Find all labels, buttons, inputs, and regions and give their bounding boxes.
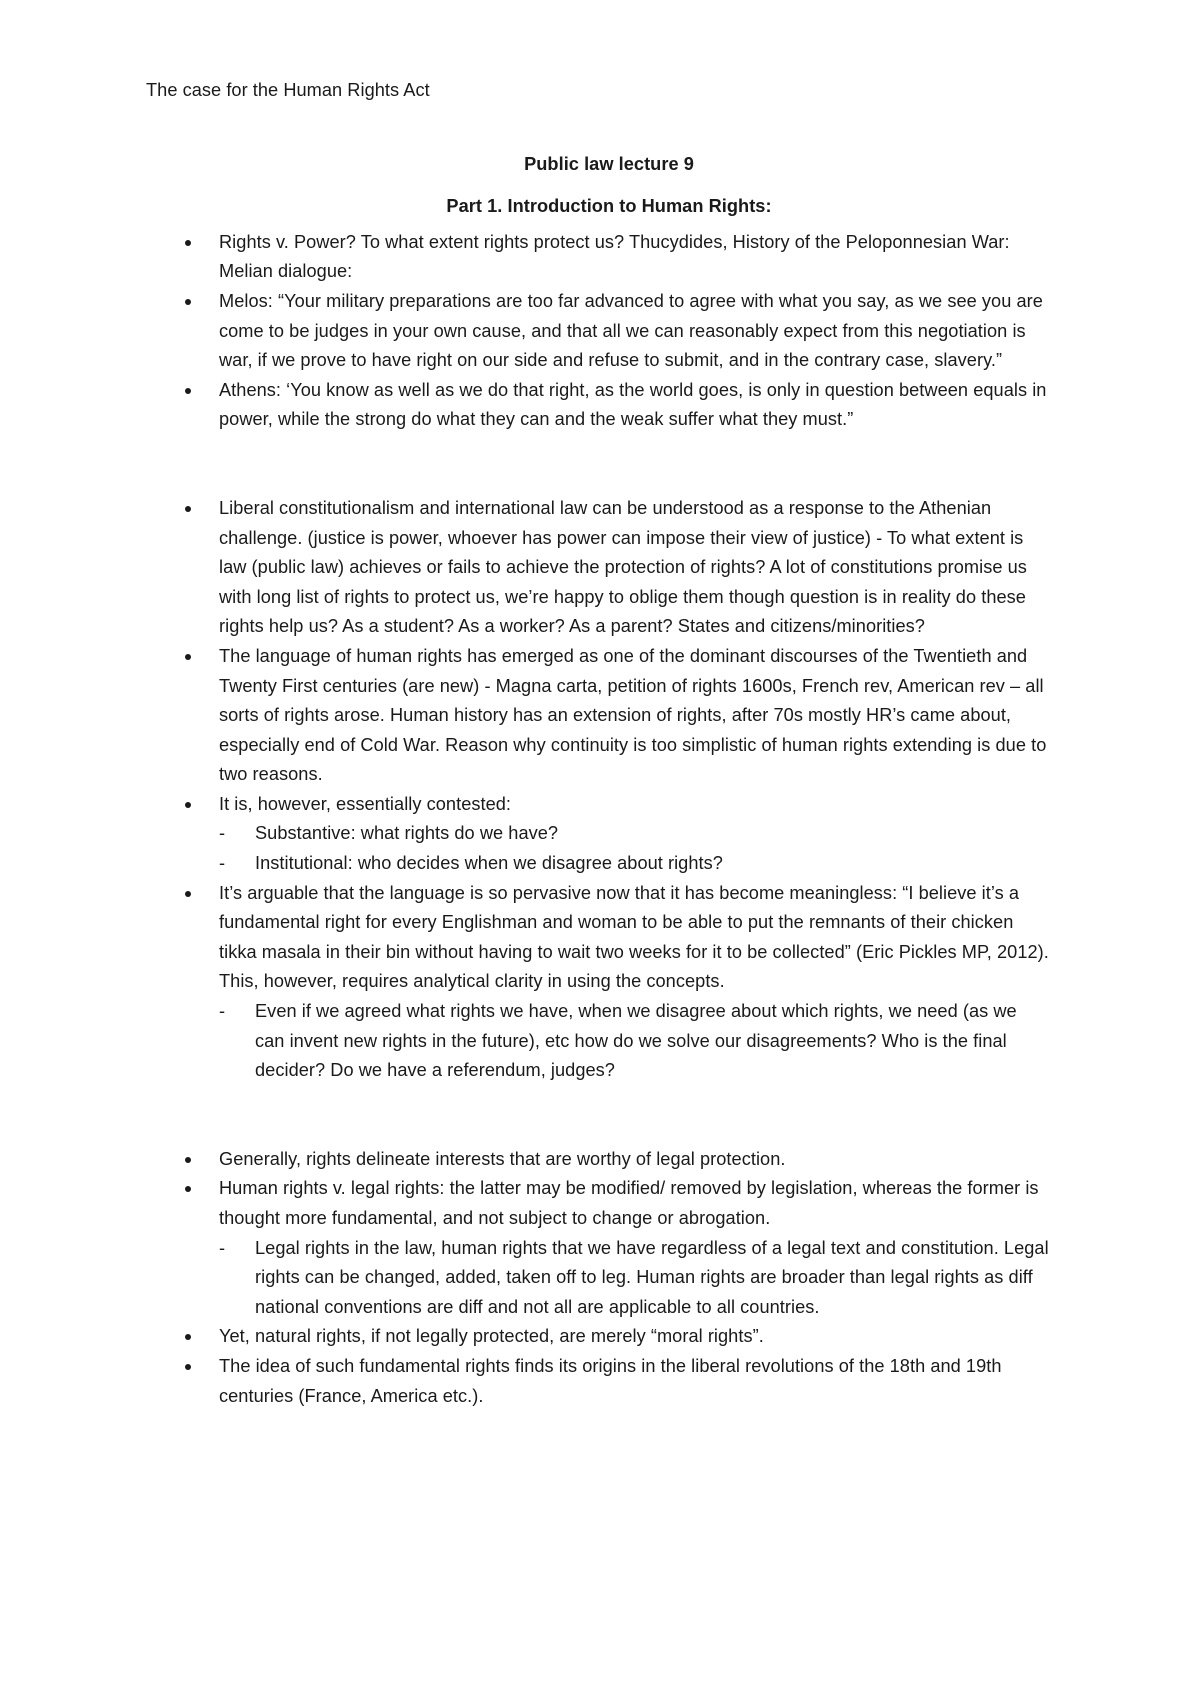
list-item-text: Yet, natural rights, if not legally protected, are merely “moral rights”.: [219, 1326, 764, 1347]
bullet-icon: [185, 506, 191, 512]
list-item-text: Human rights v. legal rights: the latter may be modified/ removed by legislation, whereas the former is thought more fundamental, and not subject to change or abrogation.: [219, 1178, 1039, 1228]
sub-list: [219, 997, 1050, 1086]
list-item: [146, 228, 1050, 287]
list-item: [146, 879, 1050, 1086]
sub-list-item: [219, 1234, 1050, 1323]
part-title: Part 1. Introduction to Human Rights:: [446, 196, 772, 217]
sub-list-item-text: Institutional: who decides when we disagree about rights?: [255, 853, 723, 874]
list-item-text: The idea of such fundamental rights finds its origins in the liberal revolutions of the 18th and 19th centuries (France, America etc.).: [219, 1355, 1002, 1406]
bullet-icon: [185, 654, 191, 660]
list-item: [146, 1322, 1050, 1352]
list-item: [146, 642, 1050, 790]
list-item-text: Rights v. Power? To what extent rights protect us? Thucydides, History of the Peloponnesian War: Melian dialogue:: [219, 231, 1010, 282]
bullet-icon: [185, 388, 191, 394]
sub-list-item-text: Legal rights in the law, human rights that we have regardless of a legal text and constitution. Legal rights can be changed, added, taken off to leg. Human rights are broader than legal rights as diff national conventions are diff and not all are applicable to all countries.: [255, 1237, 1049, 1317]
sub-list-item: [219, 849, 1050, 879]
bullet-icon: [185, 891, 191, 897]
bullet-icon: [185, 1364, 191, 1370]
bullet-icon: [185, 299, 191, 305]
list-item: [146, 1174, 1050, 1322]
bullet-icon: [185, 802, 191, 808]
sub-list-item-text: Substantive: what rights do we have?: [255, 823, 559, 844]
section-3-list: [146, 1145, 1050, 1411]
section-2-list: [146, 494, 1050, 1086]
section-spacer: [146, 435, 1050, 494]
bullet-icon: [185, 1157, 191, 1163]
list-item: [146, 376, 1050, 435]
section-1-list: [146, 228, 1050, 435]
list-item: [146, 1145, 1050, 1175]
dash-icon: -: [219, 853, 226, 874]
dash-icon: -: [219, 1001, 226, 1022]
lecture-title: Public law lecture 9: [524, 153, 694, 174]
bullet-icon: [185, 1186, 191, 1192]
list-item-text: Melos: “Your military preparations are too far advanced to agree with what you say, as we see you are come to be judges in your own cause, and that all we can reasonably expect from this negotiation is war, if we prove to have right on our side and refuse to submit, and in the contrary case, slavery.”: [219, 290, 1043, 371]
list-item-text: Liberal constitutionalism and international law can be understood as a response to the Athenian challenge. (justice is power, whoever has power can impose their view of justice) - To what extent is law (public law) achieves or fails to achieve the protection of rights? A lot of constitutions promise us with long list of rights to protect us, we’re happy to oblige them though question is in reality do these rights help us? As a student? As a worker? As a parent? States and citizens/minorities?: [219, 497, 1027, 637]
section-spacer: [146, 1086, 1050, 1145]
list-item-text: Generally, rights delineate interests that are worthy of legal protection.: [219, 1148, 786, 1169]
sub-list-item-text: Even if we agreed what rights we have, when we disagree about which rights, we need (as we can invent new rights in the future), etc how do we solve our disagreements? Who is the final decider? Do we have a referendum, judges?: [255, 1001, 1017, 1081]
list-item: [146, 287, 1050, 376]
dash-icon: -: [219, 823, 226, 844]
list-item-text: It is, however, essentially contested:: [219, 793, 512, 814]
list-item-text: It’s arguable that the language is so pervasive now that it has become meaningless: “I believe it’s a fundamental right for every Englishman and woman to be able to put the remnants of their chicken tikka masala in their bin without having to wait two weeks for it to be collected” (Eric Pickles MP, 2012). This, however, requires analytical clarity in using the concepts.: [219, 882, 1049, 992]
sub-list-item: [219, 997, 1050, 1086]
list-item: [146, 790, 1050, 879]
bullet-icon: [185, 240, 191, 246]
sub-list: [219, 1234, 1050, 1323]
sub-list-item: [219, 819, 1050, 849]
document-header-title: The case for the Human Rights Act: [146, 80, 430, 100]
dash-icon: -: [219, 1237, 226, 1258]
list-item-text: The language of human rights has emerged as one of the dominant discourses of the Twentieth and Twenty First centuries (are new) - Magna carta, petition of rights 1600s, French rev, American rev – all sorts of rights arose. Human history has an extension of rights, after 70s mostly HR’s came about, especially end of Cold War. Reason why continuity is too simplistic of human rights extending is due to two reasons.: [219, 645, 1047, 785]
list-item-text: Athens: ‘You know as well as we do that right, as the world goes, is only in question between equals in power, while the strong do what they can and the weak suffer what they must.”: [219, 379, 1047, 430]
list-item: [146, 1352, 1050, 1411]
bullet-icon: [185, 1334, 191, 1340]
sub-list: [219, 819, 1050, 878]
list-item: [146, 494, 1050, 642]
